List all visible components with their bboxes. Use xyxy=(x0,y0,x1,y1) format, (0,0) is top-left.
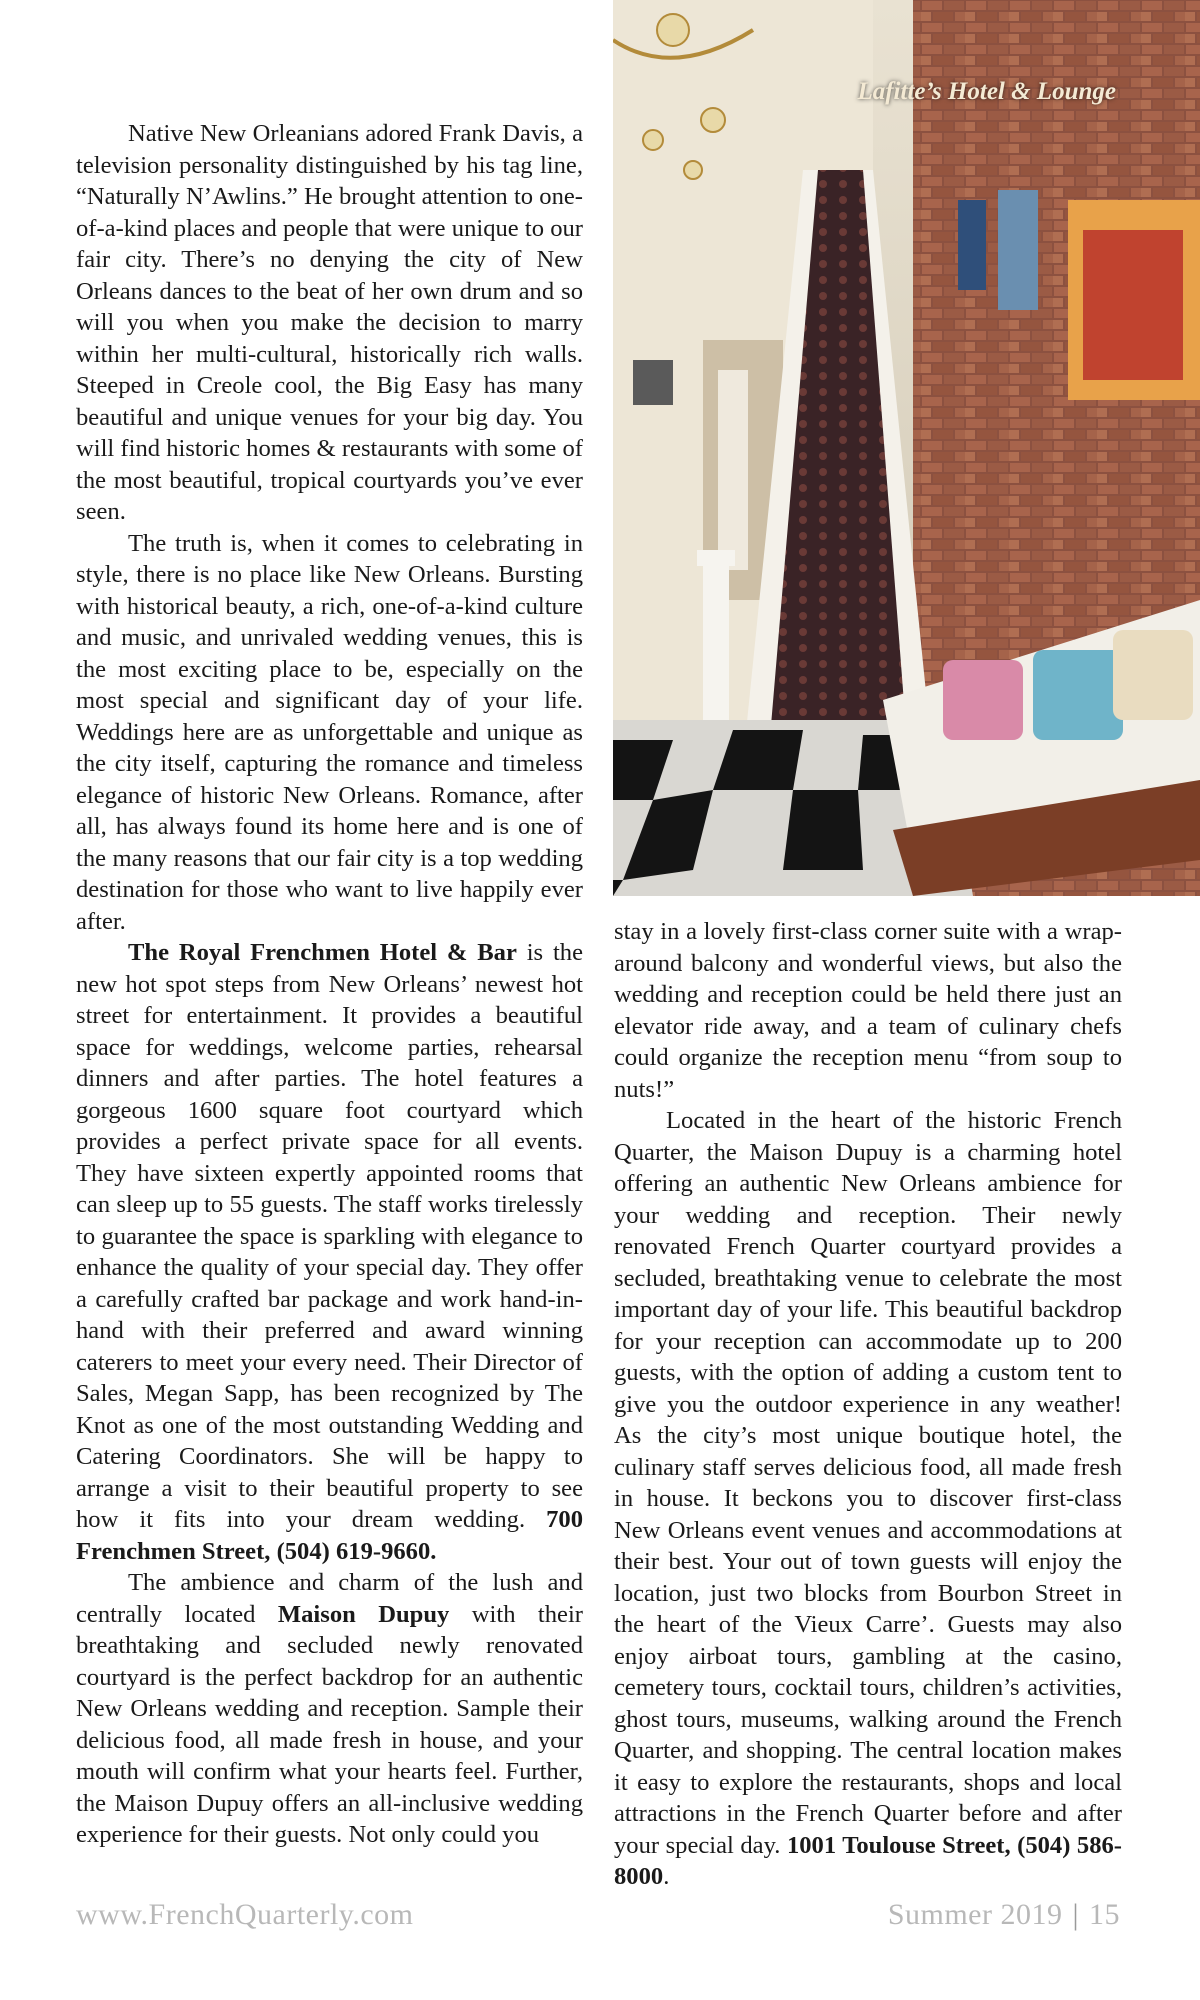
venue-name-maison-dupuy: Maison Dupuy xyxy=(277,1600,450,1628)
paragraph-maison-dupuy-location xyxy=(614,1105,1122,1893)
left-column xyxy=(76,118,583,1851)
maison-dupuy-address-period: . xyxy=(663,1863,670,1890)
maison-dupuy-location-body: Located in the heart of the historic French Quarter, the Maison Dupuy is a charming hotel offering an authentic New Orleans ambience for your wedding and reception. Their newly renovated French Quarter courtyard provides a secluded, breathtaking venue to celebrate the most important day of your life. This beautiful backdrop for your reception can accommodate up to 200 guests, with the option of adding a custom tent to give you the outdoor experience in any weather! As the city’s most unique boutique hotel, the culinary staff serves delicious food, all made fresh in house. It beckons you to discover first-class New Orleans event venues and accommodations at their best. Your out of town guests will enjoy the location, just two blocks from Bourbon Street in the heart of the Vieux Carre’. Guests may also enjoy airboat tours, gambling at the casino, cemetery tours, cocktail tours, children’s activities, ghost tours, museums, walking around the French Quarter, and shopping. The central location makes it easy to explore the restaurants, shops and local attractions in the French Quarter before and after your special day. xyxy=(614,1107,1122,1859)
maison-dupuy-address: 1001 Toulouse Street, (504) 586-8000 xyxy=(614,1831,1122,1890)
footer-issue-date: Summer 2019 xyxy=(887,1898,1063,1931)
footer-issue xyxy=(888,1898,1120,1932)
photo-caption: Lafitte’s Hotel & Lounge xyxy=(857,78,1116,105)
paragraph-royal-frenchmen xyxy=(76,937,583,1567)
maison-dupuy-body: with their breathtaking and secluded newly renovated courtyard is the perfect backdrop for an authentic New Orleans wedding and reception. Sample their delicious food, all made fresh in house, and your mouth will confirm what your hearts feel. Further, the Maison Dupuy offers an all-inclusive wedding experience for their guests. Not only could you xyxy=(76,1600,583,1848)
venue-name-royal-frenchmen: The Royal Frenchmen Hotel & Bar xyxy=(128,939,517,966)
royal-frenchmen-address: 700 Frenchmen Street, (504) 619-9660. xyxy=(76,1506,583,1565)
photo-illustration xyxy=(613,0,1200,896)
paragraph-celebrating: The truth is, when it comes to celebrating in style, there is no place like New Orleans. Bursting with historical beauty, a rich, one-of-a-kind culture and music, and unrivaled wedding venues, this is the most exciting place to be, especially on the most special and significant day of your life. Weddings here are as unforgettable and unique as the city itself, capturing the romance and timeless elegance of historic New Orleans. Romance, after all, has always found its home here and is one of the many reasons that our fair city is a top wedding destination for those who want to live happily ever after. xyxy=(76,529,583,935)
footer-website: www.FrenchQuarterly.com xyxy=(76,1898,414,1931)
footer-separator: | xyxy=(1072,1898,1079,1931)
paragraph-intro: Native New Orleanians adored Frank Davis, a television personality distinguished by his tag line, “Naturally N’Awlins.” He brought attention to one-of-a-kind places and people that were unique to our fair city. There’s no denying the city of New Orleans dances to the beat of her own drum and so will you when you make the decision to marry within her multi-cultural, historically rich walls. Steeped in Creole cool, the Big Easy has many beautiful and unique venues for your big day. You will find historic homes & restaurants with some of the most beautiful, tropical courtyards you’ve ever seen. xyxy=(76,120,583,525)
page-number: 15 xyxy=(1089,1898,1120,1931)
paragraph-maison-dupuy-continued: stay in a lovely first-class corner suite with a wrap-around balcony and wonderful views, but also the wedding and reception could be held there just an elevator ride away, and a team of culinary chefs could organize the reception menu “from soup to nuts!” xyxy=(614,918,1122,1103)
hotel-stairway-photo xyxy=(613,0,1200,896)
paragraph-maison-dupuy xyxy=(76,1567,583,1851)
maison-dupuy-lead: The ambience and charm of the lush and centrally located xyxy=(76,1569,583,1628)
royal-frenchmen-body: is the new hot spot steps from New Orleans’ newest hot street for entertainment. It provides a beautiful space for weddings, welcome parties, rehearsal dinners and after parties. The hotel features a gorgeous 1600 square foot courtyard which provides a perfect private space for all events. They have sixteen expertly appointed rooms that can sleep up to 55 guests. The staff works tirelessly to guarantee the space is sparkling with elegance to enhance the quality of your special day. They offer a carefully crafted bar package and work hand-in-hand with their preferred and award winning caterers to meet your every need. Their Director of Sales, Megan Sapp, has been recognized by The Knot as one of the most outstanding Wedding and Catering Coordinators. She will be happy to arrange a visit to their beautiful property to see how it fits into your dream wedding. xyxy=(76,939,583,1533)
right-column xyxy=(614,916,1122,1893)
